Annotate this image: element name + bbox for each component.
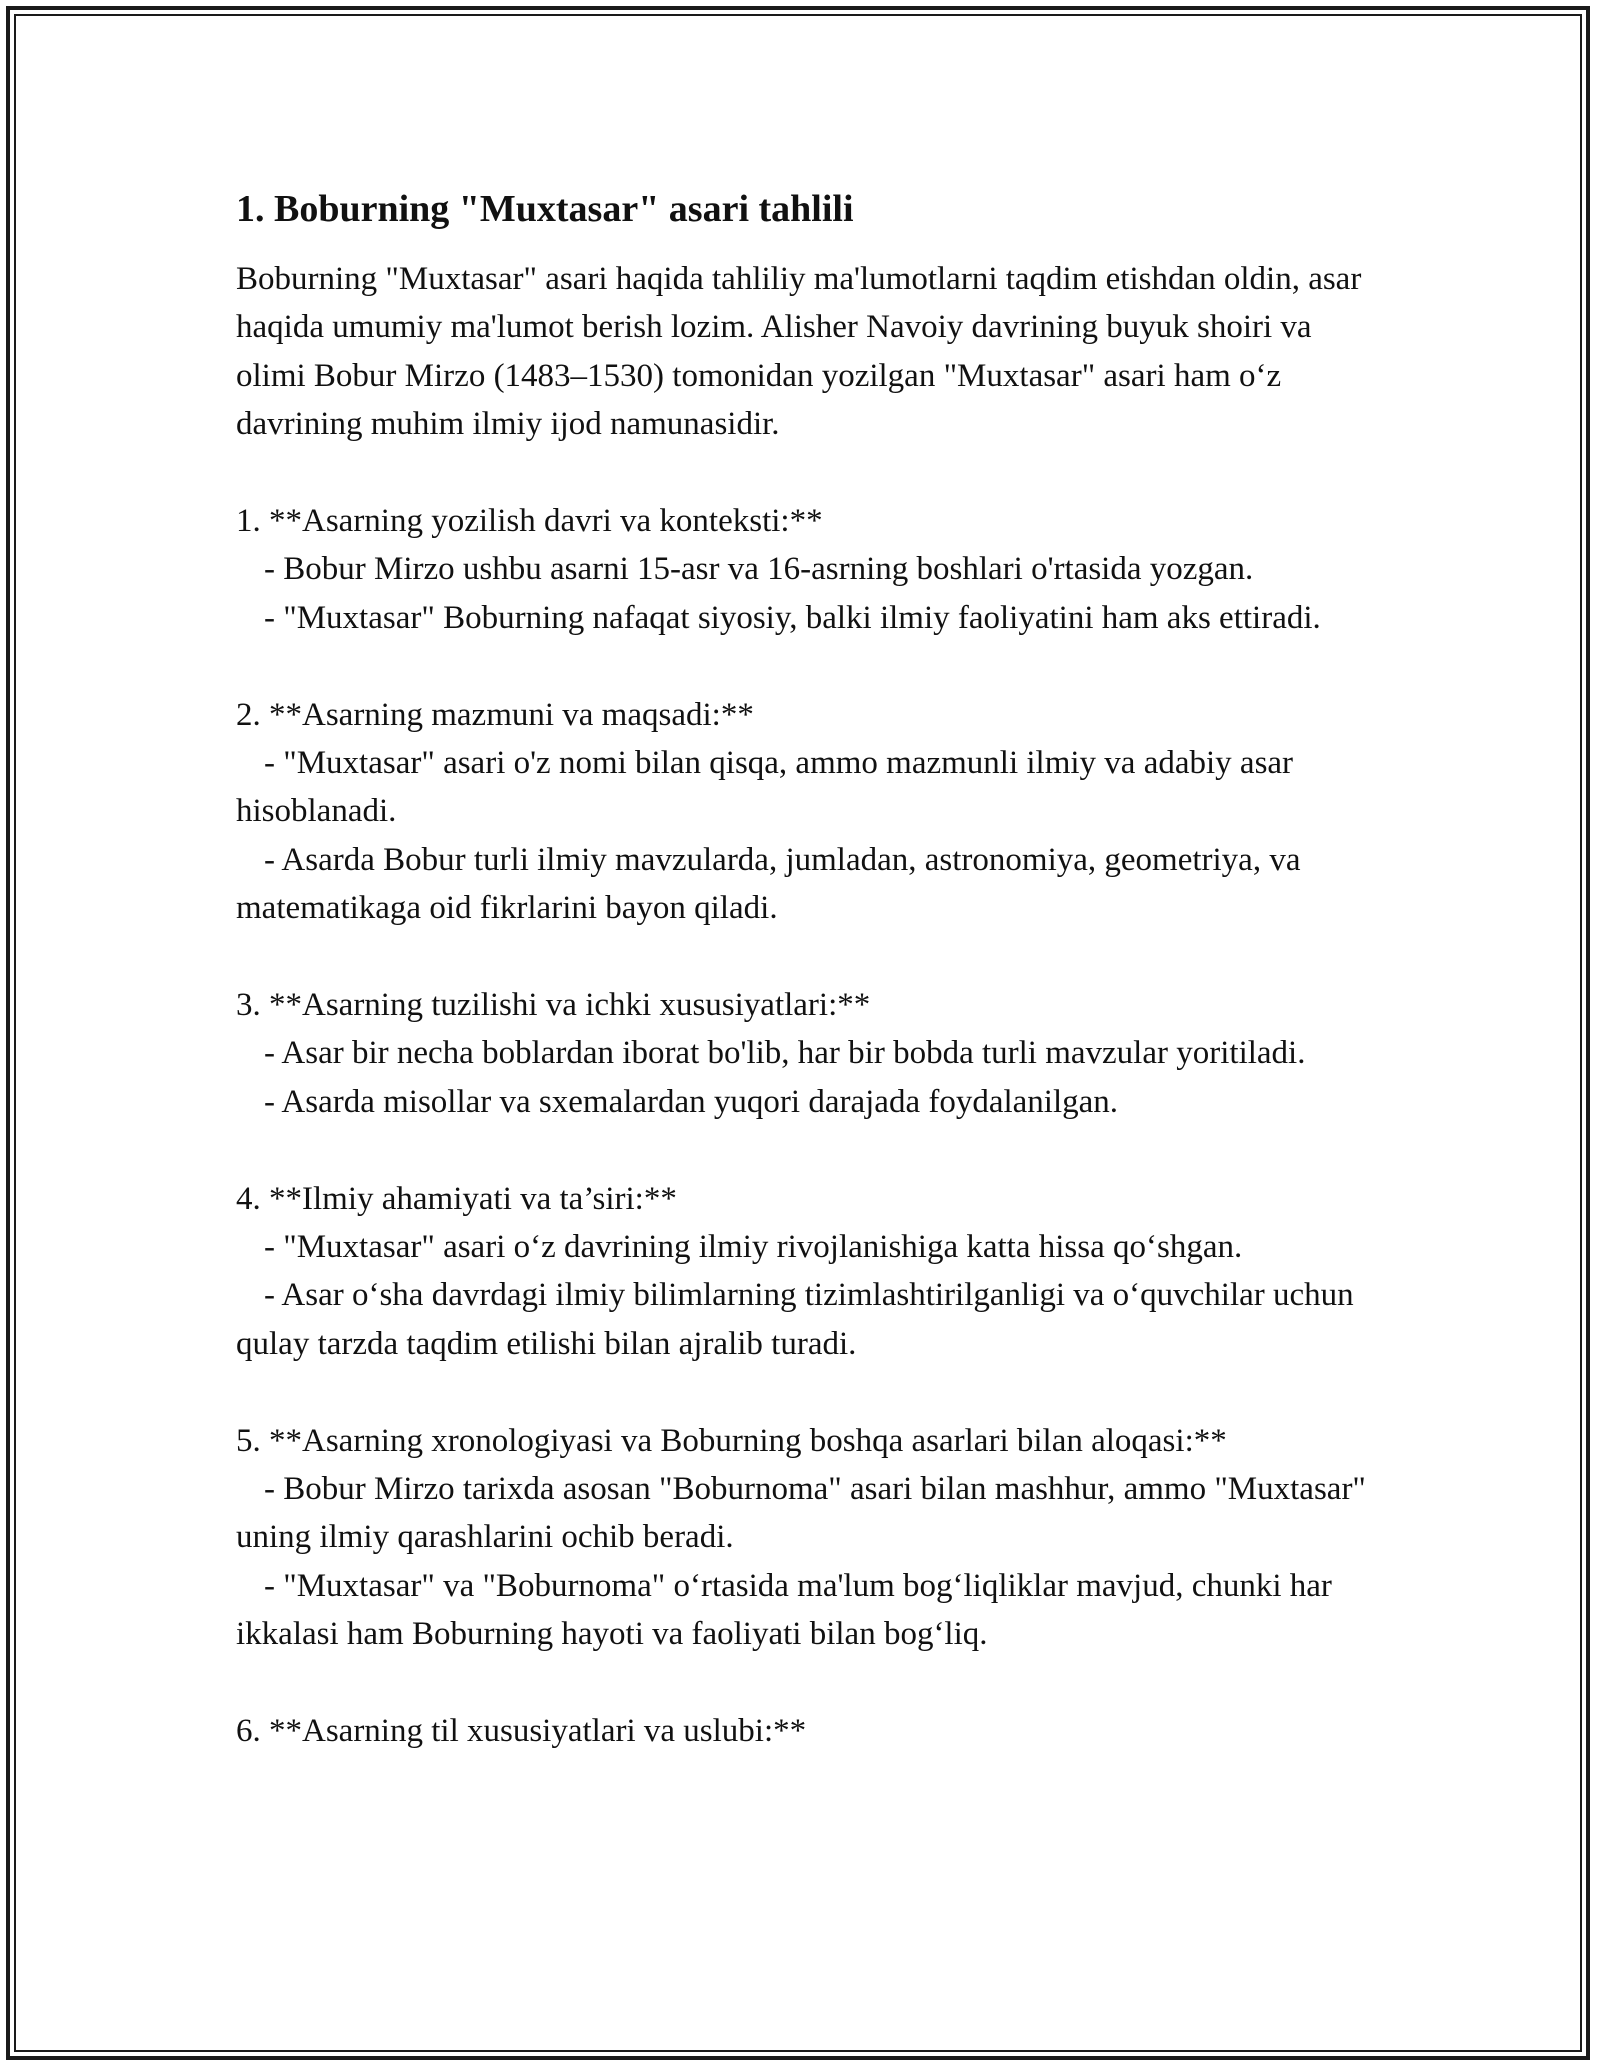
bullet-item: - "Muxtasar" va "Boburnoma" o‘rtasida ma'lum bog‘liqliklar mavjud, chunki har ikkalasi ham Boburning hayoti va faoliyati bilan bog‘liq.	[236, 1567, 1332, 1653]
section-3	[236, 981, 1386, 1126]
section-heading: 5. **Asarning xronologiyasi va Boburning boshqa asarlari bilan aloqasi:**	[236, 1422, 1227, 1459]
section-4	[236, 1175, 1386, 1369]
bullet-item: - "Muxtasar" asari o'z nomi bilan qisqa, ammo mazmunli ilmiy va adabiy asar hisoblanadi.	[236, 745, 1294, 830]
bullet-item: - Bobur Mirzo tarixda asosan "Boburnoma" asari bilan mashhur, ammo "Muxtasar" uning ilmiy qarashlarini ochib beradi.	[236, 1471, 1366, 1556]
spacer	[236, 933, 1386, 981]
bullet-item: - Bobur Mirzo ushbu asarni 15-asr va 16-asrning boshlari o'rtasida yozgan.	[264, 551, 1254, 588]
bullet-item: - "Muxtasar" asari o‘z davrining ilmiy rivojlanishiga katta hissa qo‘shgan.	[264, 1229, 1243, 1266]
document-body	[236, 185, 1386, 1756]
document-title: 1. Boburning "Muxtasar" asari tahlili	[236, 188, 854, 230]
section-heading: 1. **Asarning yozilish davri va konteksti:**	[236, 503, 823, 540]
bullet-item: - Asar bir necha boblardan iborat bo'lib, har bir bobda turli mavzular yoritiladi.	[264, 1035, 1306, 1072]
bullet-item: - "Muxtasar" Boburning nafaqat siyosiy, balki ilmiy faoliyatini ham aks ettiradi.	[264, 599, 1321, 636]
section-5	[236, 1417, 1386, 1659]
spacer	[236, 1368, 1386, 1416]
bullet-item: - Asarda misollar va sxemalardan yuqori darajada foydalanilgan.	[264, 1083, 1119, 1120]
section-heading: 6. **Asarning til xususiyatlari va uslubi:**	[236, 1713, 807, 1750]
spacer	[236, 1126, 1386, 1174]
section-heading: 2. **Asarning mazmuni va maqsadi:**	[236, 696, 754, 733]
spacer	[236, 642, 1386, 690]
section-6	[236, 1707, 1386, 1755]
spacer	[236, 449, 1386, 497]
bullet-item: - Asar o‘sha davrdagi ilmiy bilimlarning tizimlashtirilganligi va o‘quvchilar uchun qulay tarzda taqdim etilishi bilan ajralib turadi.	[236, 1277, 1354, 1362]
section-heading: 3. **Asarning tuzilishi va ichki xususiyatlari:**	[236, 987, 871, 1024]
spacer	[236, 1659, 1386, 1707]
section-2	[236, 691, 1386, 933]
section-1	[236, 497, 1386, 642]
section-heading: 4. **Ilmiy ahamiyati va ta’siri:**	[236, 1180, 677, 1217]
bullet-item: - Asarda Bobur turli ilmiy mavzularda, jumladan, astronomiya, geometriya, va matematikaga oid fikrlarini bayon qiladi.	[236, 841, 1301, 927]
intro-paragraph: Boburning "Muxtasar" asari haqida tahliliy ma'lumotlarni taqdim etishdan oldin, asar haqida umumiy ma'lumot berish lozim. Alisher Navoiy davrining buyuk shoiri va olimi Bobur Mirzo (1483–1530) tomonidan yozilgan "Muxtasar" asari ham o‘z davrining muhim ilmiy ijod namunasidir.	[236, 261, 1362, 443]
